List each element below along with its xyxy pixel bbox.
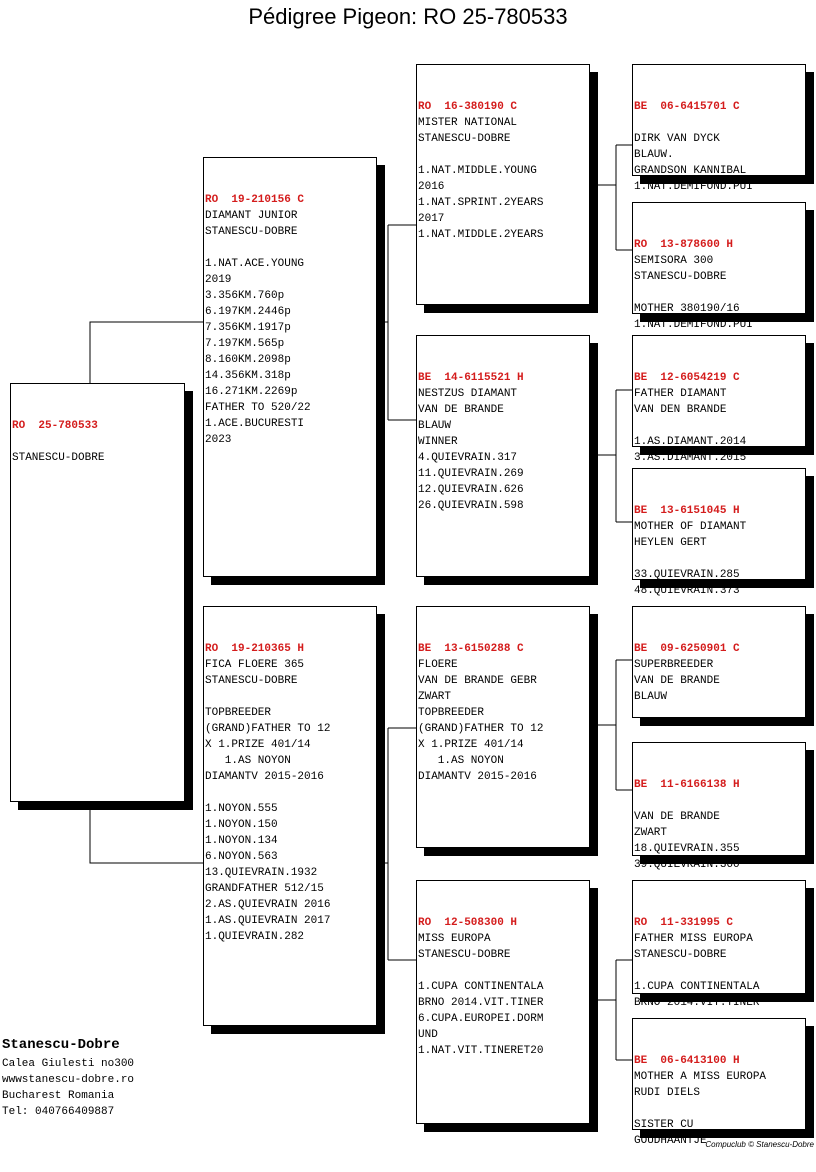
ring-number: RO 12-508300 H [418, 917, 518, 929]
ring-number: BE 12-6054219 C [634, 372, 740, 384]
maternal-grandfather-card [416, 606, 590, 848]
father-card [203, 157, 377, 577]
ring-number: BE 13-6150288 C [418, 643, 524, 655]
breeder-name: Stanescu-Dobre [2, 1037, 120, 1053]
breeder-contact-block [2, 1034, 134, 1120]
breeder-website: wwwstanescu-dobre.ro [2, 1074, 135, 1086]
subject-pigeon-card [10, 383, 185, 802]
pigeon-details: FATHER MISS EUROPA STANESCU-DOBRE 1.CUPA CONTINENTALA BRNO 2014.VIT.TINER [634, 933, 760, 1009]
mother-card [203, 606, 377, 1026]
pigeon-details: VAN DE BRANDE ZWART 18.QUIEVRAIN.355 39.QUIEVRAIN.360 [634, 811, 740, 871]
ring-number: RO 25-780533 [12, 420, 98, 432]
software-credit: Compuclub © Stanescu-Dobre [705, 1140, 814, 1149]
great-grandparent-card-mfm [632, 742, 806, 871]
great-grandparent-card-fff [632, 64, 806, 193]
great-grandparent-card-ffm [632, 202, 806, 331]
pigeon-details: MISS EUROPA STANESCU-DOBRE 1.CUPA CONTINENTALA BRNO 2014.VIT.TINER 6.CUPA.EUROPEI.DORM UND 1.NAT.VIT.TINERET20 [418, 933, 544, 1057]
great-grandparent-card-mff [632, 606, 806, 718]
breeder-phone: Tel: 040766409887 [2, 1106, 115, 1118]
ring-number: RO 19-210156 C [205, 194, 305, 206]
pigeon-details: DIAMANT JUNIOR STANESCU-DOBRE 1.NAT.ACE.YOUNG 2019 3.356KM.760p 6.197KM.2446p 7.356KM.1917p 7.197KM.565p 8.160KM.2098p 14.356KM.318p 16.271KM.2269p FATHER TO 520/22 1.ACE.BUCURESTI 2023 [205, 210, 311, 446]
ring-number: RO 19-210365 H [205, 643, 305, 655]
page-title: Pédigree Pigeon: RO 25-780533 [248, 4, 568, 29]
pigeon-details: STANESCU-DOBRE [12, 452, 105, 464]
pigeon-details: SUPERBREEDER VAN DE BRANDE BLAUW [634, 659, 720, 703]
ring-number: RO 16-380190 C [418, 101, 518, 113]
great-grandparent-card-fmf [632, 335, 806, 464]
ring-number: RO 13-878600 H [634, 239, 734, 251]
pigeon-details: MOTHER A MISS EUROPA RUDI DIELS SISTER CU GOUDHAANTJE [634, 1071, 767, 1147]
ring-number: BE 06-6415701 C [634, 101, 740, 113]
pigeon-details: SEMISORA 300 STANESCU-DOBRE MOTHER 380190/16 1.NAT.DEMIFOND.PUI [634, 255, 753, 331]
great-grandparent-card-fmm [632, 468, 806, 597]
breeder-address: Calea Giulesti no300 [2, 1058, 135, 1070]
ring-number: BE 11-6166138 H [634, 779, 740, 791]
paternal-grandfather-card [416, 64, 590, 305]
pigeon-details: FICA FLOERE 365 STANESCU-DOBRE TOPBREEDER (GRAND)FATHER TO 12 X 1.PRIZE 401/14 1.AS NOYON DIAMANTV 2015-2016 1.NOYON.555 1.NOYON.150 1.NOYON.134 6.NOYON.563 13.QUIEVRAIN.1932 GRANDFATHER 512/15 2.AS.QUIEVRAIN 2016 1.AS.QUIEVRAIN 2017 1.QUIEVRAIN.282 [205, 659, 331, 943]
breeder-city: Bucharest Romania [2, 1090, 115, 1102]
ring-number: BE 06-6413100 H [634, 1055, 740, 1067]
pigeon-details: MOTHER OF DIAMANT HEYLEN GERT 33.QUIEVRAIN.285 48.QUIEVRAIN.373 [634, 521, 747, 597]
pigeon-details: DIRK VAN DYCK BLAUW. GRANDSON KANNIBAL 1.NAT.DEMIFOND.PUI [634, 133, 753, 193]
ring-number: BE 14-6115521 H [418, 372, 524, 384]
ring-number: BE 09-6250901 C [634, 643, 740, 655]
pigeon-details: FLOERE VAN DE BRANDE GEBR ZWART TOPBREEDER (GRAND)FATHER TO 12 X 1.PRIZE 401/14 1.AS NOYON DIAMANTV 2015-2016 [418, 659, 544, 783]
great-grandparent-card-mmf [632, 880, 806, 1009]
maternal-grandmother-card [416, 880, 590, 1124]
paternal-grandmother-card [416, 335, 590, 577]
pigeon-details: NESTZUS DIAMANT VAN DE BRANDE BLAUW WINNER 4.QUIEVRAIN.317 11.QUIEVRAIN.269 12.QUIEVRAIN.626 26.QUIEVRAIN.598 [418, 388, 524, 512]
ring-number: BE 13-6151045 H [634, 505, 740, 517]
pigeon-details: FATHER DIAMANT VAN DEN BRANDE 1.AS.DIAMANT.2014 3.AS.DIAMANT.2015 [634, 388, 747, 464]
pigeon-details: MISTER NATIONAL STANESCU-DOBRE 1.NAT.MIDDLE.YOUNG 2016 1.NAT.SPRINT.2YEARS 2017 1.NAT.MIDDLE.2YEARS [418, 117, 544, 241]
ring-number: RO 11-331995 C [634, 917, 734, 929]
